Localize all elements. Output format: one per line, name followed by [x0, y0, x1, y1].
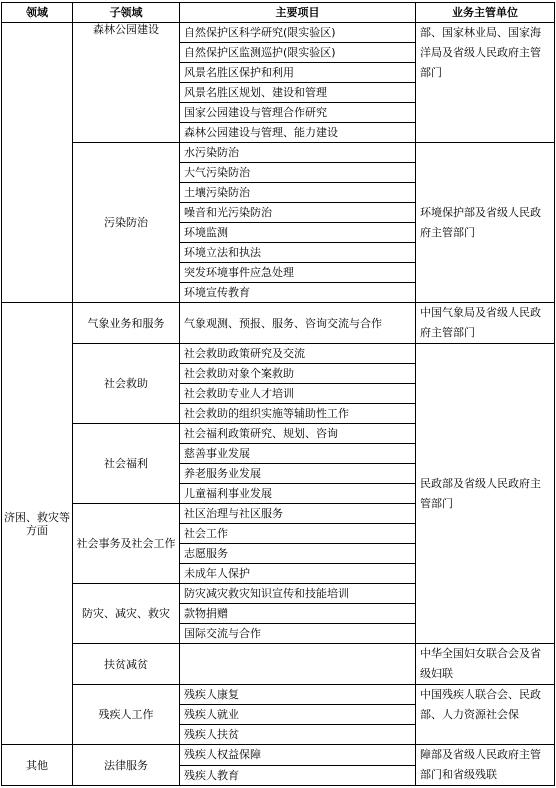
department-text: 中国气象局及省级人民政府主管部门	[420, 306, 541, 339]
project-cell: 社会工作	[180, 524, 416, 544]
department-text: 中国残疾人联合会、民政部、人力资源社会保	[420, 688, 541, 721]
project-cell: 国家公园建设与管理合作研究	[180, 103, 416, 123]
header-project: 主要项目	[180, 3, 416, 23]
project-cell: 风景名胜区规划、建设和管理	[180, 83, 416, 103]
project-cell: 未成年人保护	[180, 564, 416, 584]
subdomain-cell: 扶贫减贫	[73, 644, 180, 685]
header-row	[2, 3, 555, 23]
subdomain-cell: 气象业务和服务	[73, 303, 180, 344]
project-cell: 水污染防治	[180, 143, 416, 163]
project-cell: 风景名胜区保护和利用	[180, 63, 416, 83]
project-cell: 养老服务业发展	[180, 464, 416, 484]
domain-cell	[2, 23, 73, 303]
subdomain-cell: 法律服务	[73, 745, 180, 786]
project-cell: 残疾人康复	[180, 685, 416, 705]
project-cell: 突发环境事件应急处理	[180, 263, 416, 283]
project-cell: 森林公园建设与管理、能力建设	[180, 123, 416, 143]
department-text: 环境保护部及省级人民政府主管部门	[420, 205, 541, 239]
department-cell	[416, 23, 555, 143]
header-department: 业务主管单位	[416, 3, 555, 23]
project-cell: 环境宣传教育	[180, 283, 416, 303]
department-cell	[416, 143, 555, 303]
subdomain-cell: 污染防治	[73, 143, 180, 303]
department-text: 中华全国妇女联合会及省级妇联	[420, 647, 541, 680]
project-cell: 残疾人教育	[180, 765, 416, 786]
department-text: 部、国家林业局、国家海洋局及省级人民政府主管部门	[420, 26, 541, 79]
project-cell: 自然保护区监测巡护(限实验区)	[180, 43, 416, 63]
department-text: 民政部及省级人民政府主管部门	[420, 476, 541, 510]
subdomain-cell: 社会救助	[73, 344, 180, 424]
domain-cell: 其他	[2, 745, 73, 786]
project-cell: 环境立法和执法	[180, 243, 416, 263]
table-row	[2, 344, 555, 364]
department-cell	[416, 644, 555, 685]
project-cell: 土壤污染防治	[180, 183, 416, 203]
project-cell	[180, 644, 416, 685]
department-cell	[416, 685, 555, 745]
table-row	[2, 685, 555, 705]
project-cell: 大气污染防治	[180, 163, 416, 183]
department-cell	[416, 303, 555, 344]
subdomain-cell: 森林公园建设	[73, 23, 180, 143]
project-cell: 社会救助对象个案救助	[180, 364, 416, 384]
project-cell: 社区治理与社区服务	[180, 504, 416, 524]
project-cell: 噪音和光污染防治	[180, 203, 416, 223]
project-cell: 残疾人权益保障	[180, 745, 416, 766]
department-cell	[416, 344, 555, 644]
subdomain-cell: 社会福利	[73, 424, 180, 504]
table-row	[2, 745, 555, 766]
project-cell: 残疾人就业	[180, 705, 416, 725]
subdomain-cell: 防灾、减灾、救灾	[73, 584, 180, 644]
department-text: 障部及省级人民政府主管部门和省级残联	[420, 748, 541, 781]
project-cell: 气象观测、预报、服务、咨询交流与合作	[180, 303, 416, 344]
project-cell: 款物捐赠	[180, 604, 416, 624]
domain-cell: 济困、救灾等 方面	[2, 303, 73, 745]
subdomain-cell: 社会事务及社会工作	[73, 504, 180, 584]
project-cell: 环境监测	[180, 223, 416, 243]
project-cell: 社会福利政策研究、规划、咨询	[180, 424, 416, 444]
project-cell: 自然保护区科学研究(限实验区)	[180, 23, 416, 43]
project-cell: 社会救助政策研究及交流	[180, 344, 416, 364]
project-cell: 防灾减灾救灾知识宣传和技能培训	[180, 584, 416, 604]
subdomain-cell: 残疾人工作	[73, 685, 180, 745]
table-row	[2, 143, 555, 163]
project-cell: 儿童福利事业发展	[180, 484, 416, 504]
project-cell: 社会救助专业人才培训	[180, 384, 416, 404]
project-cell: 残疾人扶贫	[180, 725, 416, 745]
header-subdomain: 子领域	[73, 3, 180, 23]
project-cell: 慈善事业发展	[180, 444, 416, 464]
header-domain: 领域	[2, 3, 73, 23]
project-cell: 社会救助的组织实施等辅助性工作	[180, 404, 416, 424]
domain-table	[1, 2, 555, 786]
project-cell: 国际交流与合作	[180, 624, 416, 644]
department-cell	[416, 745, 555, 786]
table-row	[2, 23, 555, 43]
project-cell: 志愿服务	[180, 544, 416, 564]
